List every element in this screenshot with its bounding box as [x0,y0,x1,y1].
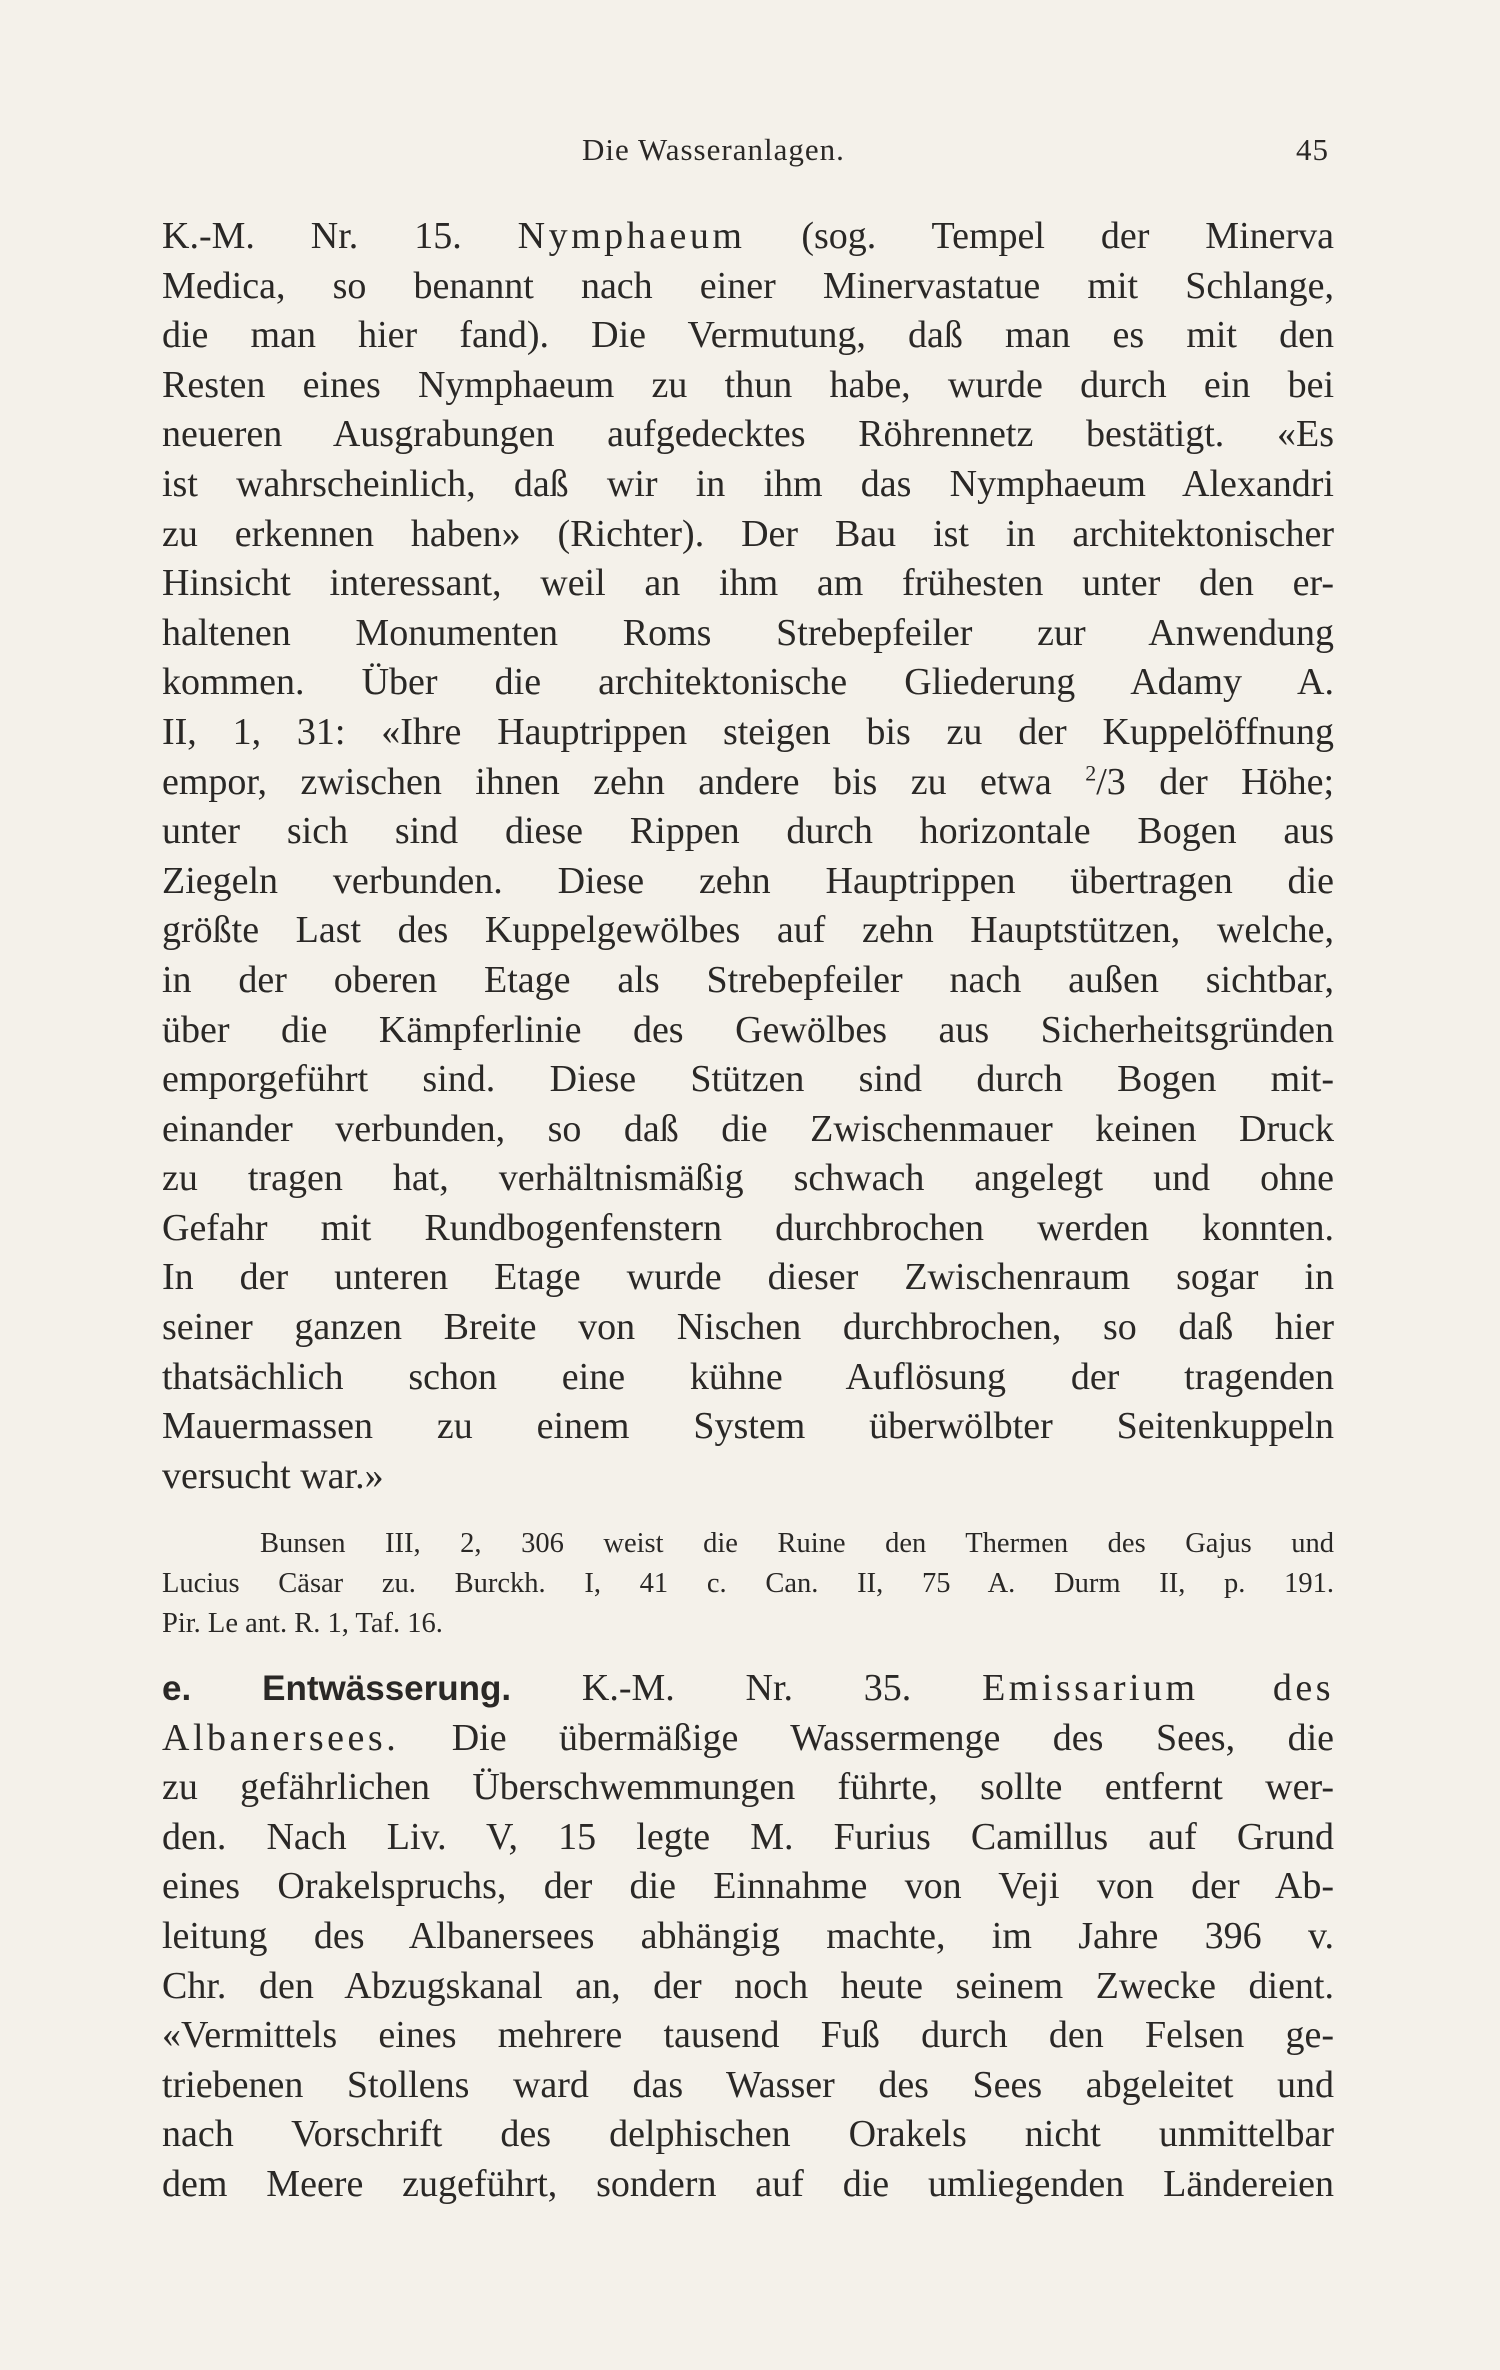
text-line: haltenen Monumenten Roms Strebepfeiler zur Anwendung [162,611,1334,654]
section-heading: e. Entwässerung. [162,1669,512,1708]
text-line: Albanersees. Die übermäßige Wassermenge des Sees, die [162,1716,1334,1759]
text-line: zu erkennen haben» (Richter). Der Bau ist in architektonischer [162,512,1334,555]
text-line: Gefahr mit Rundbogenfenstern durchbrochen werden konnten. [162,1206,1334,1249]
text-line: zu tragen hat, verhältnismäßig schwach angelegt und ohne [162,1157,1334,1200]
text-line: zu gefährlichen Überschwemmungen führte, sollte entfernt wer- [162,1766,1334,1809]
running-head [0,132,1500,172]
section-e-body [162,1664,1334,2210]
note-line: Bunsen III, 2, 306 weist die Ruine den Thermen des Gajus und [260,1528,1334,1559]
text-line: den. Nach Liv. V, 15 legte M. Furius Camillus auf Grund [162,1815,1334,1858]
text-line: ist wahrscheinlich, daß wir in ihm das Nymphaeum Alexandri [162,462,1334,505]
text-line: leitung des Albanersees abhängig machte, im Jahre 396 v. [162,1914,1334,1957]
text-line: neueren Ausgrabungen aufgedecktes Röhrennetz bestätigt. «Es [162,413,1334,456]
text-line: die man hier fand). Die Vermutung, daß man es mit den [162,314,1334,357]
note-line: Pir. Le ant. R. 1, Taf. 16. [162,1608,443,1639]
text-line: versucht war.» [162,1454,384,1497]
bibliographic-note [162,1524,1334,1644]
running-head-title: Die Wasseranlagen. [582,132,845,167]
text-line: über die Kämpferlinie des Gewölbes aus Sicherheitsgründen [162,1008,1334,1051]
text-line: größte Last des Kuppelgewölbes auf zehn Hauptstützen, welche, [162,909,1334,952]
text-line: thatsächlich schon eine kühne Auflösung der tragenden [162,1355,1334,1398]
text-line: Mauermassen zu einem System überwölbter Seitenkuppeln [162,1405,1334,1448]
text-line: Resten eines Nymphaeum zu thun habe, wurde durch ein bei [162,363,1334,406]
text-line: unter sich sind diese Rippen durch horizontale Bogen aus [162,810,1334,853]
text-line: empor, zwischen ihnen zehn andere bis zu etwa $^2$/3 der Höhe; [162,759,1334,803]
text-line: in der oberen Etage als Strebepfeiler nach außen sichtbar, [162,958,1334,1001]
text-line: Chr. den Abzugskanal an, der noch heute seinem Zwecke dient. [162,1964,1334,2007]
text-line: Medica, so benannt nach einer Minervastatue mit Schlange, [162,264,1334,307]
text-line: einander verbunden, so daß die Zwischenmauer keinen Druck [162,1107,1334,1150]
text-line: kommen. Über die architektonische Gliederung Adamy A. [162,661,1334,704]
text-line: K.-M. Nr. 15. Nymphaeum (sog. Tempel der Minerva [162,215,1334,257]
fraction-numerator: 2 [1085,759,1097,785]
text-line: II, 1, 31: «Ihre Hauptrippen steigen bis zu der Kuppelöffnung [162,710,1334,753]
text-line: Hinsicht interessant, weil an ihm am frühesten unter den er- [162,562,1334,605]
text-line: seiner ganzen Breite von Nischen durchbrochen, so daß hier [162,1306,1334,1349]
page-number: 45 [1296,132,1329,167]
text-line: dem Meere zugeführt, sondern auf die umliegenden Ländereien [162,2162,1334,2205]
text-line: Ziegeln verbunden. Diese zehn Hauptrippen übertragen die [162,859,1334,902]
text-line: emporgeführt sind. Diese Stützen sind durch Bogen mit- [162,1058,1334,1101]
text-line: eines Orakelspruchs, der die Einnahme von Veji von der Ab- [162,1865,1334,1908]
section-d-body [162,212,1334,1501]
text-line: «Vermittels eines mehrere tausend Fuß durch den Felsen ge- [162,2014,1334,2057]
text-line: nach Vorschrift des delphischen Orakels nicht unmittelbar [162,2113,1334,2156]
note-line: Lucius Cäsar zu. Burckh. I, 41 c. Can. II, 75 A. Durm II, p. 191. [162,1568,1334,1599]
text-line: triebenen Stollens ward das Wasser des Sees abgeleitet und [162,2063,1334,2106]
text-line: In der unteren Etage wurde dieser Zwischenraum sogar in [162,1256,1334,1299]
text-line: e. Entwässerung. K.-M. Nr. 35. Emissarium des [162,1667,1334,1709]
